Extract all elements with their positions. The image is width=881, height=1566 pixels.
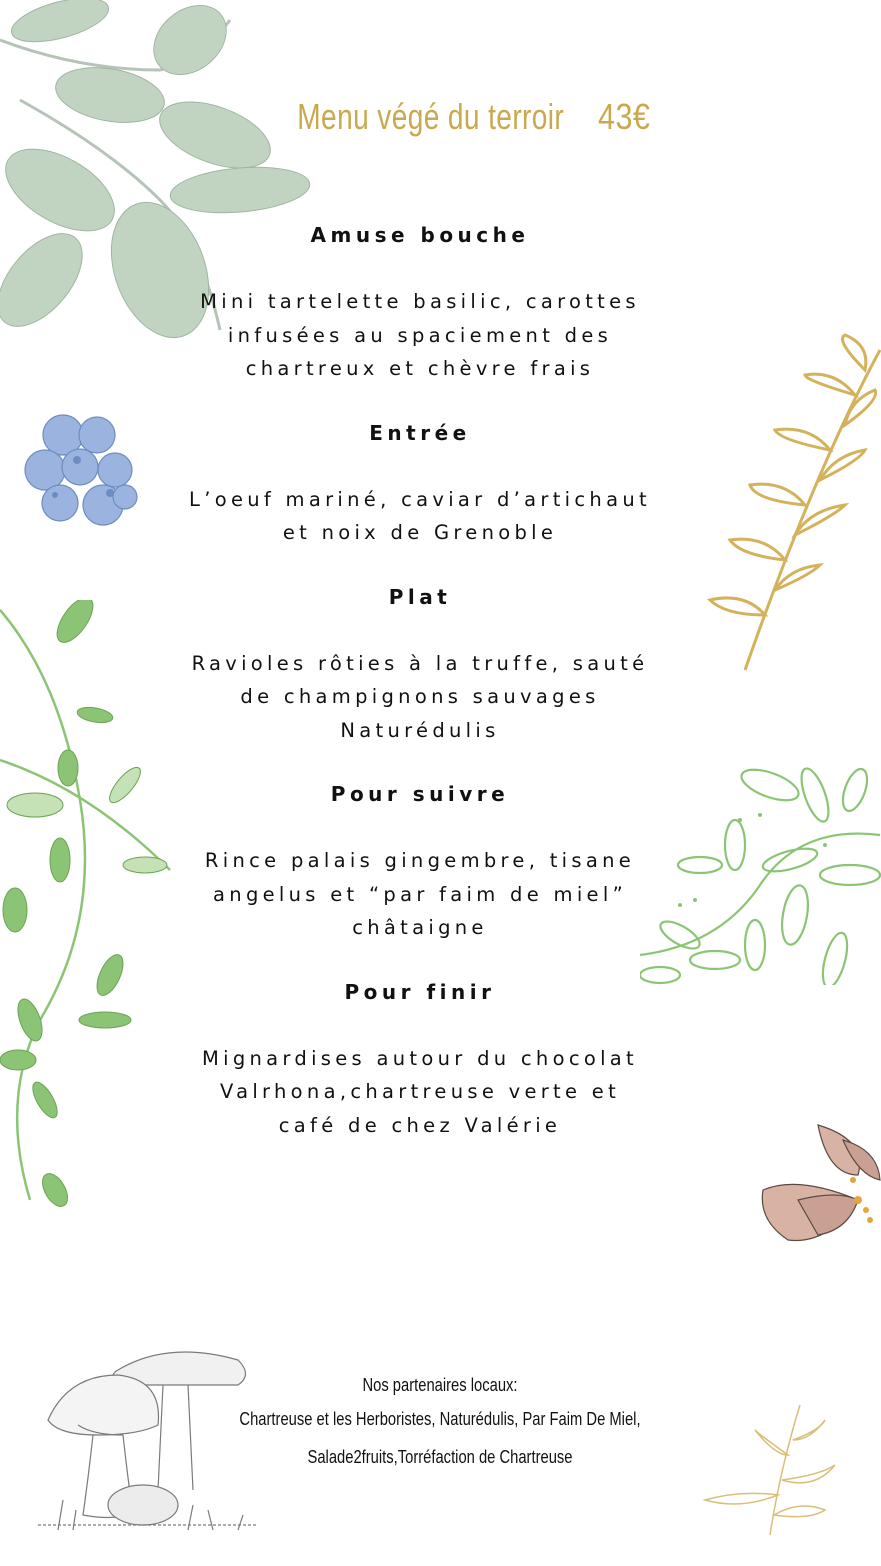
course-description: Mini tartelette basilic, carottes infusées au spaciement des chartreux et chèvre frais xyxy=(200,290,640,380)
course-entree xyxy=(160,416,680,550)
course-plat xyxy=(160,580,680,748)
gold-fern-icon xyxy=(695,330,881,675)
course-description: Ravioles rôties à la truffe, sauté de champignons sauvages Naturédulis xyxy=(191,651,649,742)
partners-line-2: Salade2fruits,Torréfaction de Chartreuse xyxy=(307,1447,573,1467)
menu-title-row xyxy=(0,96,881,138)
course-amuse-bouche xyxy=(160,218,680,386)
partners-block xyxy=(150,1370,730,1476)
menu-sections xyxy=(160,218,680,1172)
pink-flower-icon xyxy=(758,1120,881,1250)
course-description: Mignardises autour du chocolat Valrhona,chartreuse verte et café de chez Valérie xyxy=(202,1046,638,1137)
menu-price: 43€ xyxy=(597,96,651,137)
course-heading: Pour suivre xyxy=(330,782,510,806)
partners-title: Nos partenaires locaux: xyxy=(362,1375,518,1395)
course-description: L’oeuf mariné, caviar d’artichaut et noix de Grenoble xyxy=(189,487,651,544)
partners-line-1: Chartreuse et les Herboristes, Naturédulis, Par Faim De Miel, xyxy=(239,1409,641,1429)
course-description: Rince palais gingembre, tisane angelus et “par faim de miel” châtaigne xyxy=(204,849,636,939)
blue-flower-icon xyxy=(15,405,140,535)
course-pour-suivre xyxy=(160,777,680,945)
menu-title: Menu végé du terroir xyxy=(296,96,564,137)
green-vine-icon xyxy=(0,600,175,1220)
course-heading: Entrée xyxy=(369,420,471,445)
course-heading: Amuse bouche xyxy=(310,223,530,247)
course-pour-finir xyxy=(160,975,680,1143)
course-heading: Plat xyxy=(388,584,452,609)
course-heading: Pour finir xyxy=(344,979,496,1004)
